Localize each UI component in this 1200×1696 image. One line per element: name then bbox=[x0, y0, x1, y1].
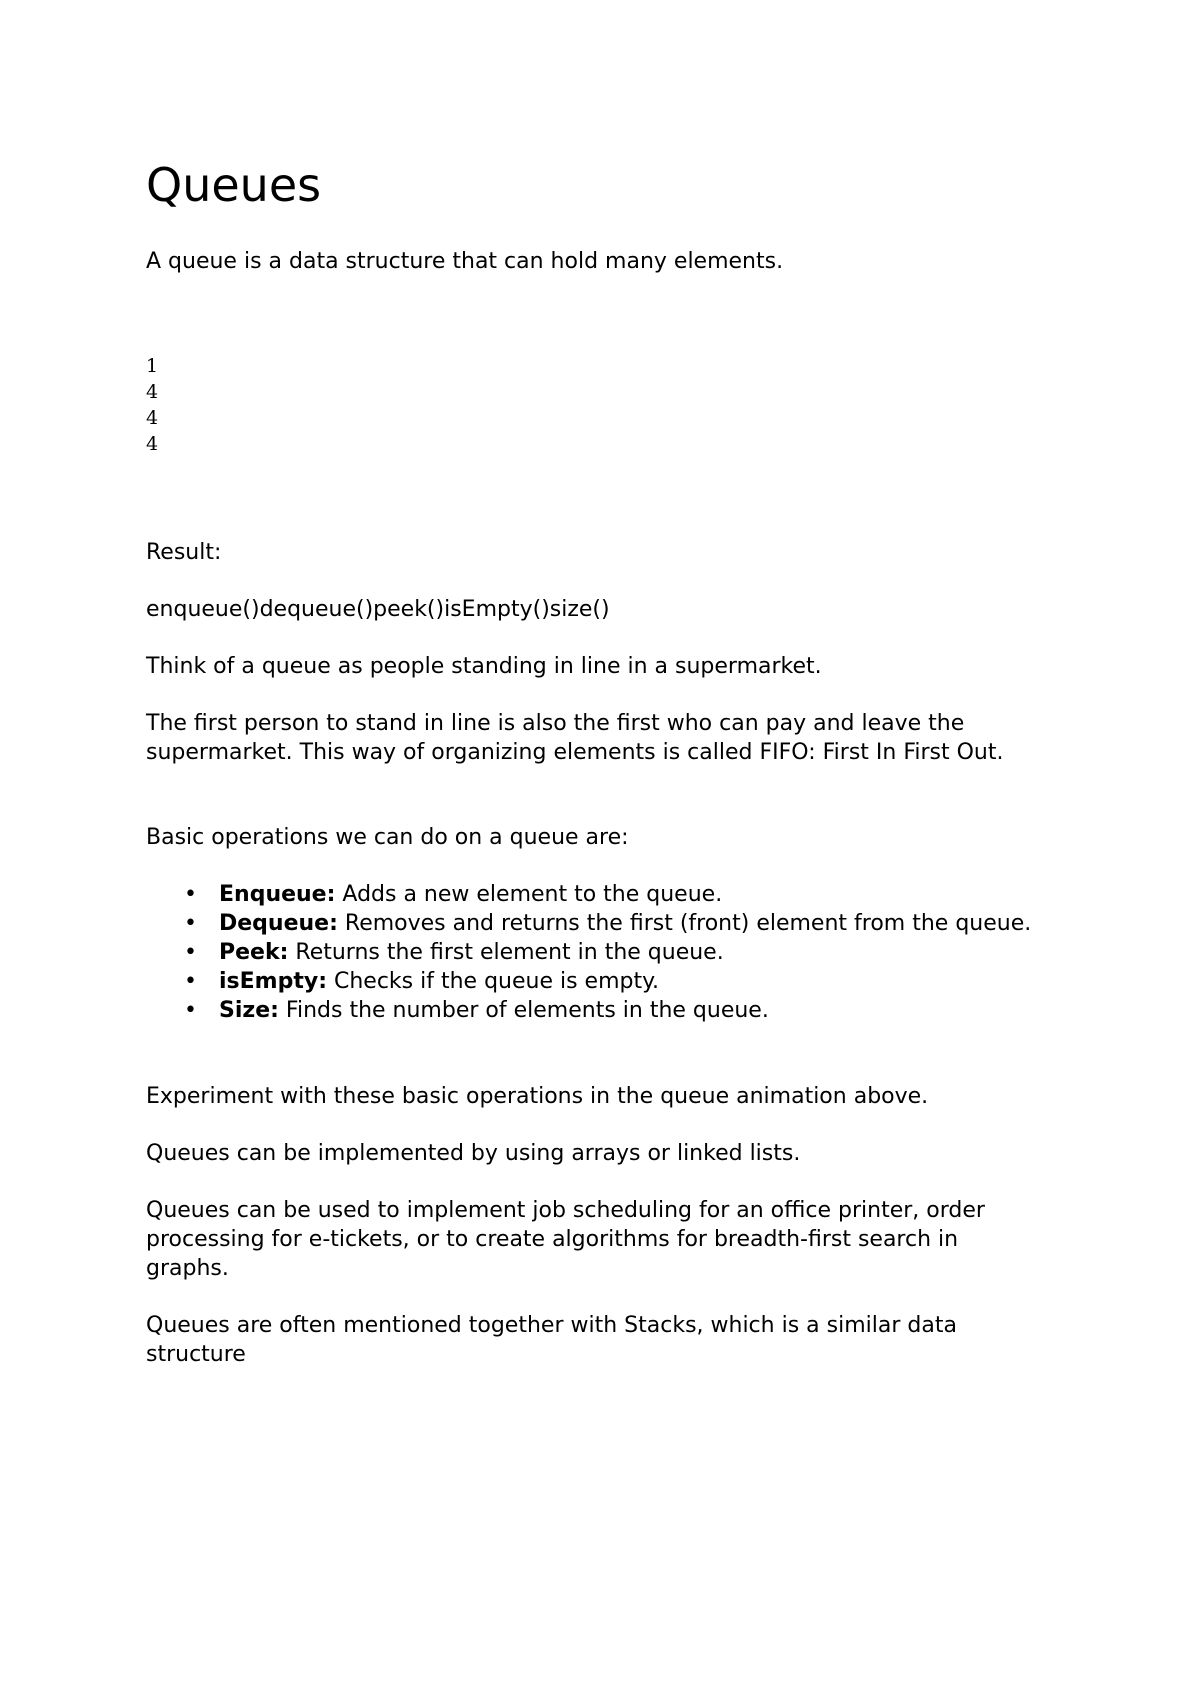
list-item bbox=[146, 909, 1046, 938]
result-label: Result: bbox=[146, 540, 222, 565]
bullet-icon: • bbox=[184, 969, 197, 994]
operation-term: Peek: bbox=[219, 940, 289, 965]
queue-values bbox=[146, 353, 158, 457]
uses-paragraph: Queues can be used to implement job scheduling for an office printer, order processing for e-tickets, or to create algorithms for breadth-first search in graphs. bbox=[146, 1198, 985, 1281]
stacks-paragraph: Queues are often mentioned together with Stacks, which is a similar data structure bbox=[146, 1313, 957, 1367]
queue-value: 4 bbox=[146, 407, 159, 429]
operation-description: Returns the first element in the queue. bbox=[288, 940, 724, 965]
implementation-paragraph: Queues can be implemented by using arrays or linked lists. bbox=[146, 1141, 801, 1166]
operations-intro: Basic operations we can do on a queue are: bbox=[146, 825, 629, 850]
analogy-paragraph: Think of a queue as people standing in line in a supermarket. bbox=[146, 654, 822, 679]
list-item bbox=[146, 967, 1046, 996]
operation-term: Size: bbox=[219, 998, 279, 1023]
operation-description: Adds a new element to the queue. bbox=[335, 882, 723, 907]
bullet-icon: • bbox=[184, 940, 197, 965]
operation-term: Enqueue: bbox=[219, 882, 336, 907]
queue-value: 4 bbox=[146, 433, 159, 455]
queue-value: 1 bbox=[146, 355, 159, 377]
operation-term: isEmpty: bbox=[219, 969, 327, 994]
operation-term: Dequeue: bbox=[219, 911, 338, 936]
operation-description: Checks if the queue is empty. bbox=[327, 969, 659, 994]
list-item bbox=[146, 938, 1046, 967]
experiment-paragraph: Experiment with these basic operations in the queue animation above. bbox=[146, 1084, 929, 1109]
bullet-icon: • bbox=[184, 882, 197, 907]
page-title: Queues bbox=[146, 158, 322, 212]
bullet-icon: • bbox=[184, 911, 197, 936]
operation-description: Removes and returns the first (front) element from the queue. bbox=[337, 911, 1032, 936]
list-item bbox=[146, 996, 1046, 1025]
operation-description: Finds the number of elements in the queue. bbox=[278, 998, 769, 1023]
fifo-paragraph: The first person to stand in line is also the first who can pay and leave the supermarket. This way of organizing elements is called FIFO: First In First Out. bbox=[146, 711, 1004, 765]
queue-value: 4 bbox=[146, 381, 159, 403]
operation-buttons-text: enqueue()dequeue()peek()isEmpty()size() bbox=[146, 597, 610, 622]
bullet-icon: • bbox=[184, 998, 197, 1023]
operations-list bbox=[146, 880, 1046, 1025]
list-item bbox=[146, 880, 1046, 909]
intro-paragraph: A queue is a data structure that can hold many elements. bbox=[146, 249, 784, 274]
